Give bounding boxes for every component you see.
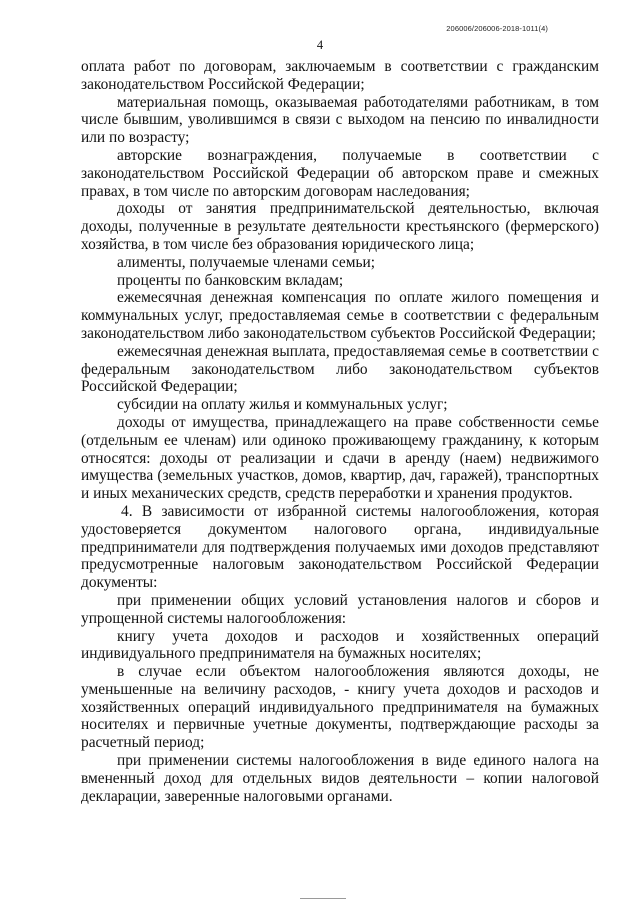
paragraph: доходы от занятия предпринимательской деятельностью, включая доходы, полученные в результате деятельности крестьянского (фермерского) хозяйства, в том числе без образования юридического лица; <box>81 200 599 253</box>
paragraph: оплата работ по договорам, заключаемым в соответствии с гражданским законодательством Российской Федерации; <box>81 58 599 93</box>
paragraph: книгу учета доходов и расходов и хозяйственных операций индивидуального предпринимателя на бумажных носителях; <box>81 627 599 663</box>
paragraph: при применении общих условий установления налогов и сборов и упрощенной системы налогообложения: <box>81 591 599 627</box>
scan-mark <box>300 898 346 899</box>
paragraph: в случае если объектом налогообложения являются доходы, не уменьшенные на величину расходов, - книгу учета доходов и расходов и хозяйственных операций индивидуального предпринимателя на бумажных носителях и первичные учетные документы, подтверждающие расходы за расчетный период; <box>81 663 599 752</box>
paragraph: алименты, получаемые членами семьи; <box>117 253 375 271</box>
page-number: 4 <box>316 38 324 52</box>
document-body <box>81 58 599 805</box>
paragraph: ежемесячная денежная компенсация по оплате жилого помещения и коммунальных услуг, предоставляемая семье в соответствии с федеральным законодательством либо законодательством субъектов Российской Федерации; <box>81 289 599 342</box>
paragraph: доходы от имущества, принадлежащего на праве собственности семье (отдельным ее членам) или одиноко проживающему гражданину, к которым относятся: доходы от реализации и сдачи в аренду (наем) недвижимого имущества (земельных участков, домов, квартир, дач, гаражей), транспортных и иных механических средств, средств переработки и хранения продуктов. <box>81 413 599 503</box>
document-id: 206006/206006-2018-1011(4) <box>446 24 548 33</box>
paragraph: при применении системы налогообложения в виде единого налога на вмененный доход для отдельных видов деятельности – копии налоговой декларации, заверенные налоговыми органами. <box>81 752 599 805</box>
paragraph: субсидии на оплату жилья и коммунальных услуг; <box>117 396 448 414</box>
paragraph: ежемесячная денежная выплата, предоставляемая семье в соответствии с федеральным законодательством либо законодательством субъектов Российской Федерации; <box>81 342 599 396</box>
paragraph: материальная помощь, оказываемая работодателями работникам, в том числе бывшим, уволившимся в связи с выходом на пенсию по инвалидности или по возрасту; <box>81 93 599 147</box>
section-4-paragraph: 4. В зависимости от избранной системы налогообложения, которая удостоверяется документом налогового органа, индивидуальные предприниматели для подтверждения получаемых ими доходов представляют предусмотренные налоговым законодательством Российской Федерации документы: <box>81 502 599 592</box>
paragraph: проценты по банковским вкладам; <box>117 271 344 289</box>
paragraph: авторские вознаграждения, получаемые в соответствии с законодательством Российской Федерации об авторском праве и смежных правах, в том числе по авторским договорам наследования; <box>81 146 599 200</box>
